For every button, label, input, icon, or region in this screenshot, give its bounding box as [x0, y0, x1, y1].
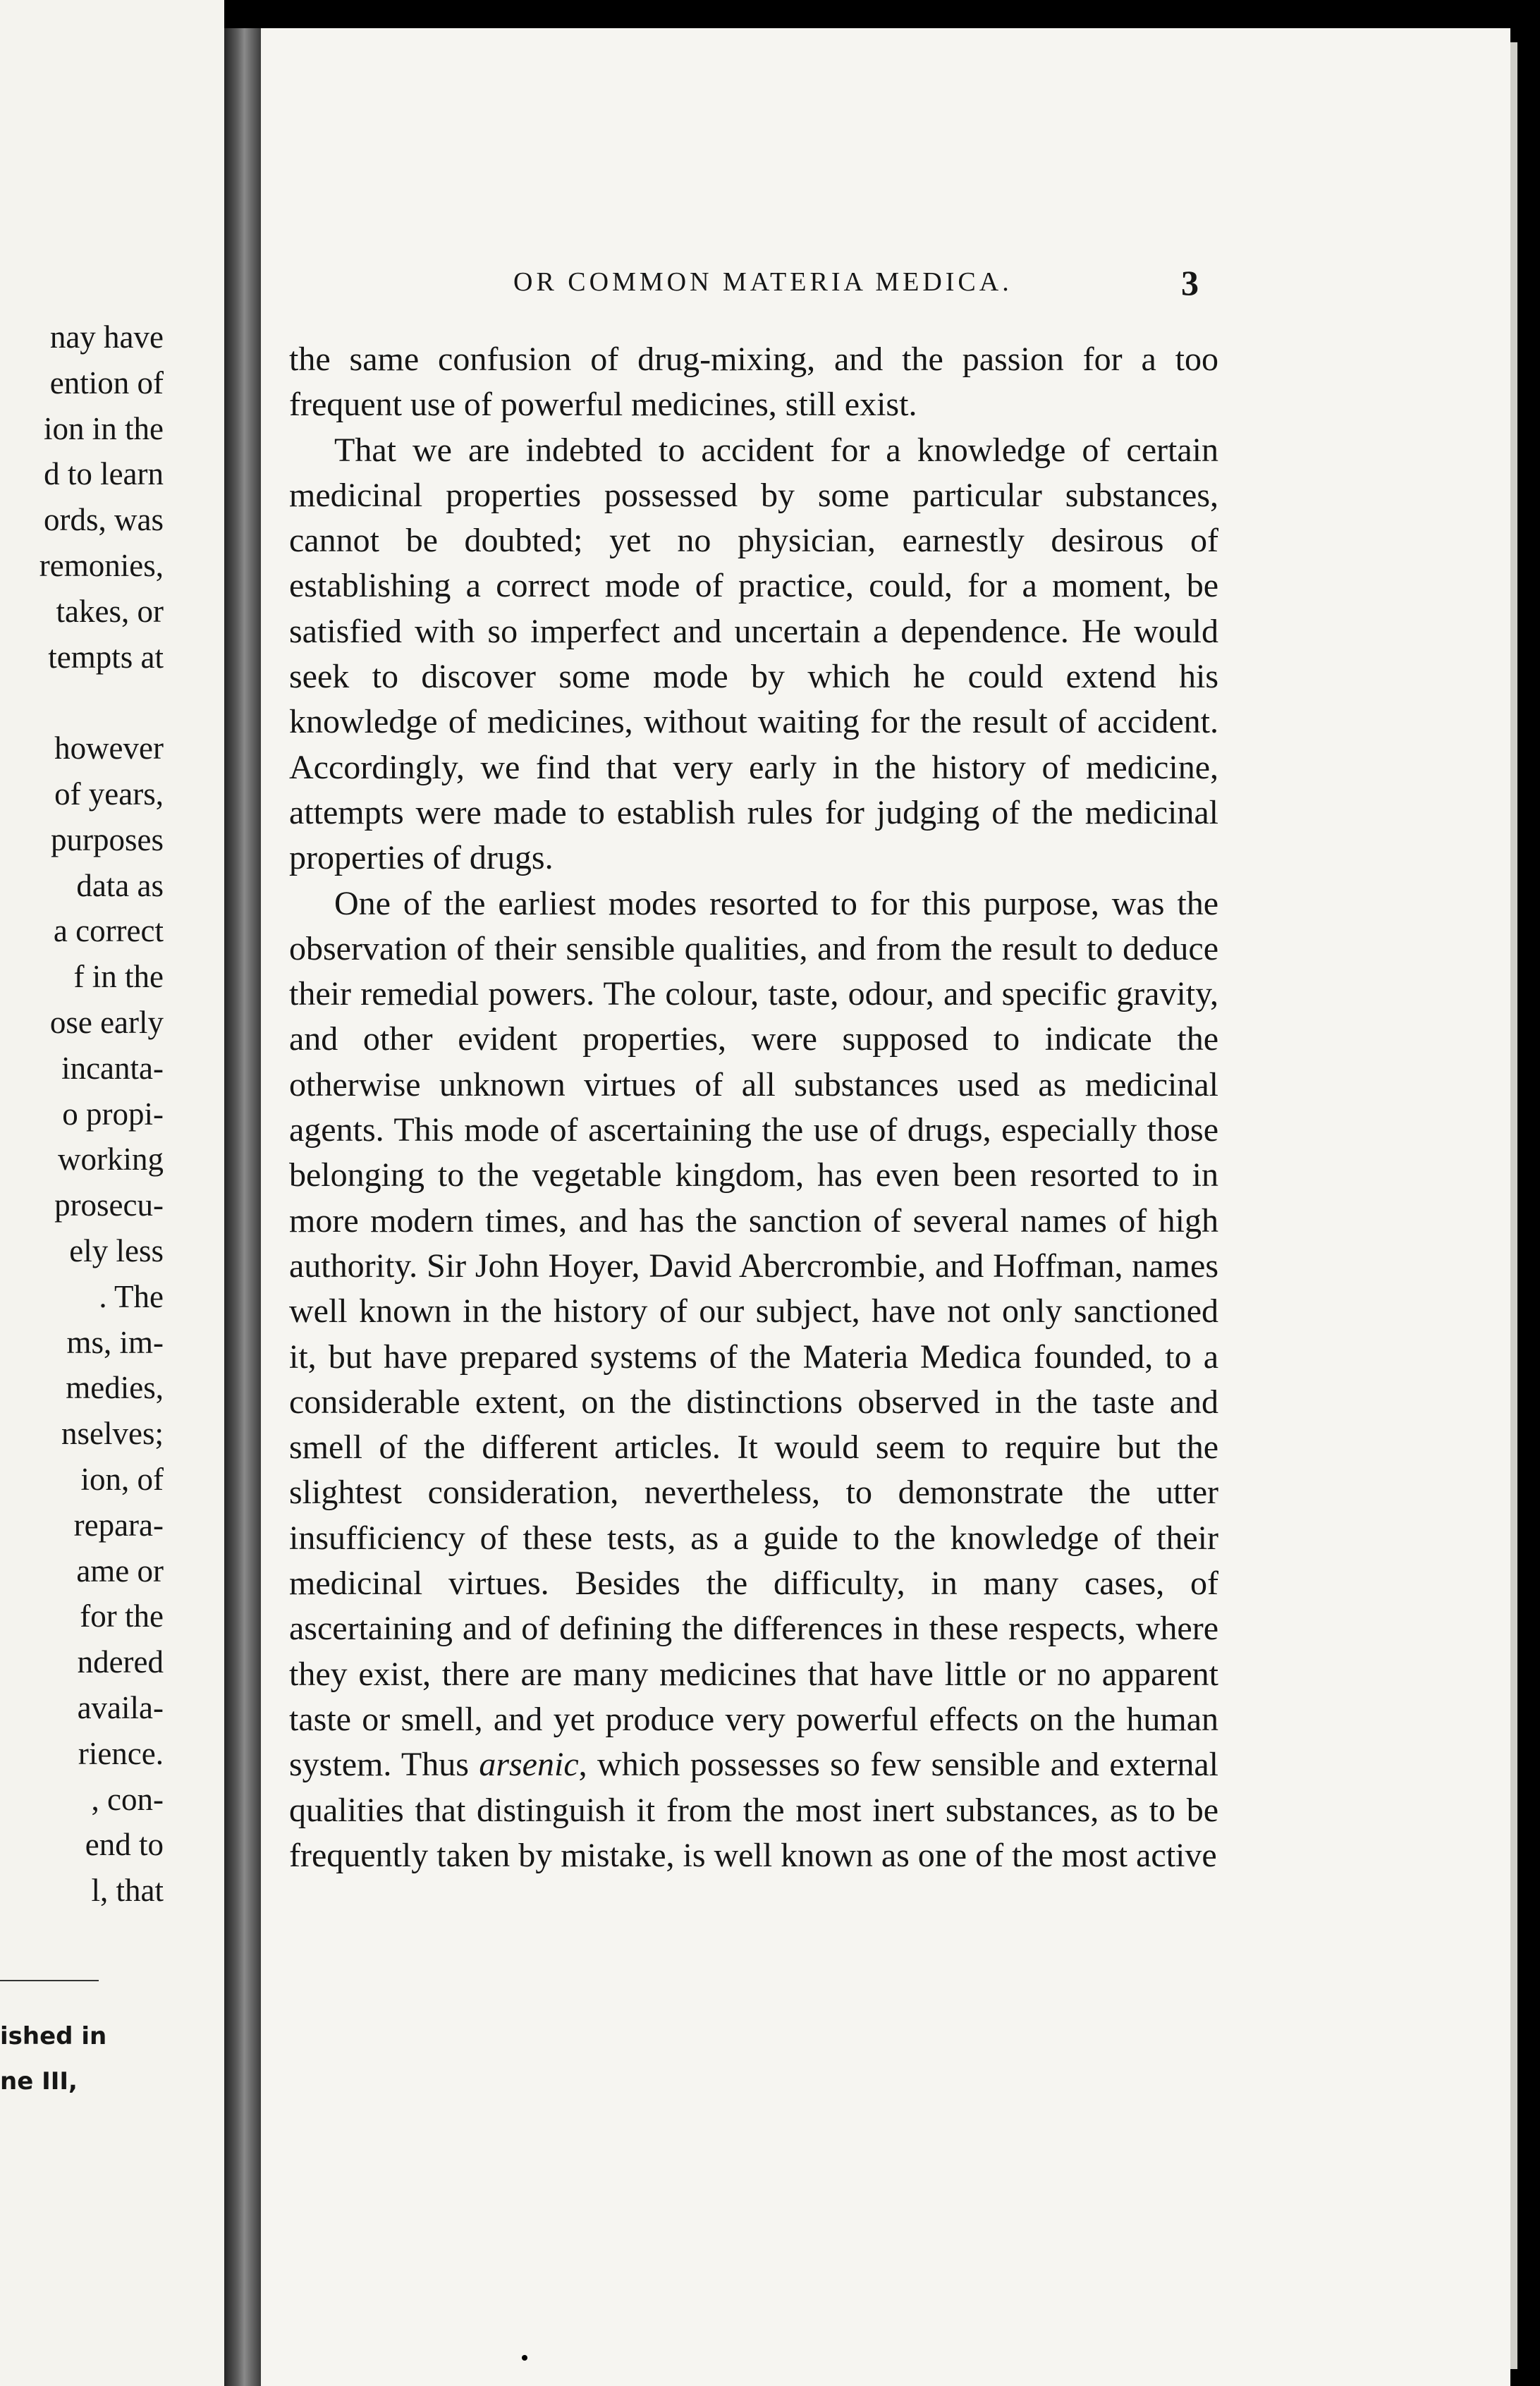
running-head-title: OR COMMON MATERIA MEDICA. — [513, 267, 1013, 297]
paragraph: That we are indebted to accident for a knowledge of certain medicinal properties possessed by some particular substances, cannot be doubted; yet no physician, earnestly desirous of establishing a correct mode of practice, could, for a moment, be satisfied with so imperfect and uncertain a dependence. He would seek to discover some mode by which he could extend his knowledge of medicines, without waiting for the result of accident. Accordingly, we find that very early in the history of medicine, attempts were made to establish rules for judging of the medicinal properties of drugs. — [289, 431, 1218, 877]
scan-speck — [522, 2355, 527, 2361]
facing-page-footnote — [0, 2014, 106, 2104]
facing-page-line: ention of — [49, 365, 164, 400]
facing-page-line: medies, — [66, 1370, 164, 1406]
facing-page-line: ely less — [69, 1232, 164, 1268]
page-number: 3 — [1181, 263, 1199, 302]
facing-page-line: for the — [80, 1598, 164, 1634]
facing-page-blank-line — [39, 680, 164, 726]
facing-page-line: purposes — [51, 821, 164, 857]
facing-page-line: tempts at — [48, 639, 164, 675]
paragraph: One of the earliest modes resorted to for this purpose, was the observation of their sensible qualities, and from the result to deduce their remedial powers. The colour, taste, odour, and specific gravity, and other evident properties, were supposed to indicate the otherwise unknown virtues of all substances used as medicinal agents. This mode of ascertaining the use of drugs, especially those belonging to the vegetable kingdom, has even been resorted to in more modern times, and has the sanction of several names of high authority. Sir John Hoyer, David Abercrombie, and Hoffman, names well known in the history of our subject, have not only sanctioned it, but have prepared systems of the Materia Medica founded, to a considerable extent, on the distinctions observed in the taste and smell of the different articles. It would seem to require but the slightest consideration, nevertheless, to demonstrate the utter insufficiency of these tests, as a guide to the knowledge of their medicinal virtues. Besides the difficulty, in many cases, of ascertaining and of defining the differences in these respects, where they exist, there are many medicines that have little or no apparent taste or smell, and yet produce very powerful effects on the human system. Thus arsenic, which possesses so few sensible and external qualities that distinguish it from the most inert substances, as to be frequently taken by mistake, is well known as one of the most active — [289, 884, 1219, 1874]
facing-page-line: ords, was — [44, 502, 164, 538]
paragraph: the same confusion of drug-mixing, and the passion for a too frequent use of powerful medicines, still exist. — [289, 341, 1218, 424]
facing-page-line: takes, or — [56, 593, 164, 629]
footnote-line: ne III, — [0, 2067, 78, 2096]
facing-page-line: ion, of — [80, 1461, 164, 1497]
body-text — [289, 337, 1218, 1878]
book-gutter — [224, 28, 261, 2386]
facing-page-line: working — [58, 1142, 164, 1177]
facing-page-line: nay have — [49, 319, 164, 355]
facing-page-line: ms, im- — [66, 1324, 164, 1360]
facing-page-line: availa- — [77, 1689, 164, 1725]
facing-page-line: remonies, — [39, 547, 164, 583]
facing-page-line: incanta- — [61, 1050, 164, 1086]
facing-page-line: ndered — [77, 1644, 164, 1680]
facing-page-line: however — [54, 730, 164, 766]
facing-page-line: nselves; — [61, 1416, 164, 1452]
facing-page-line: o propi- — [62, 1096, 164, 1132]
facing-page-line: a correct — [53, 913, 164, 949]
facing-page-line: ame or — [76, 1553, 164, 1589]
facing-page-line: end to — [85, 1827, 164, 1863]
facing-page-line: d to learn — [44, 456, 164, 492]
footnote-line: ished in — [0, 2022, 107, 2050]
facing-page-left — [0, 0, 224, 2386]
facing-page-line: repara- — [73, 1507, 164, 1543]
facing-page-line: data as — [76, 867, 164, 903]
facing-page-line: of years, — [54, 776, 164, 812]
facing-page-line: , con- — [91, 1781, 164, 1817]
facing-page-line: f in the — [73, 959, 164, 995]
footnote-rule — [0, 1980, 99, 1981]
facing-page-line: rience. — [78, 1735, 164, 1771]
facing-page-line: ose early — [49, 1004, 164, 1040]
facing-page-line: ion in the — [44, 410, 164, 446]
facing-page-text — [39, 314, 164, 1914]
page-edge — [1510, 42, 1517, 2369]
facing-page-line: . The — [99, 1278, 164, 1314]
facing-page-line: l, that — [91, 1873, 164, 1909]
facing-page-line: prosecu- — [54, 1187, 164, 1223]
